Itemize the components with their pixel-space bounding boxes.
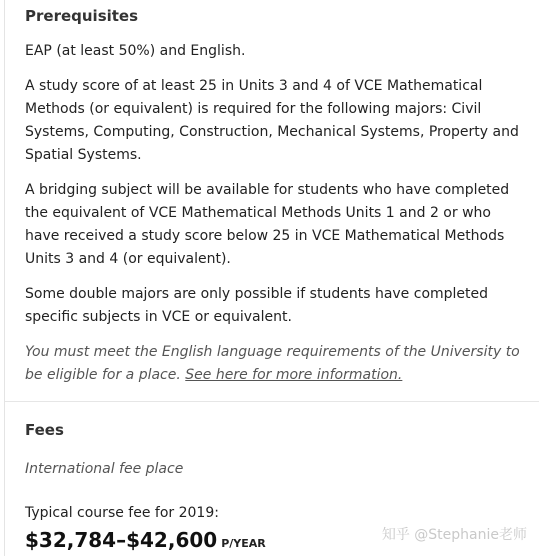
fee-unit: P/YEAR <box>221 537 266 550</box>
english-requirements-text: You must meet the English language requirements of the University to be eligible for a place. <box>25 344 520 383</box>
english-requirements-note <box>25 341 525 387</box>
fees-heading: Fees <box>25 421 64 439</box>
more-information-link[interactable]: See here for more information. <box>185 367 403 383</box>
course-info-panel <box>4 0 539 556</box>
fee-type-label: International fee place <box>25 461 184 477</box>
prerequisites-section <box>5 0 539 402</box>
typical-fee-label: Typical course fee for 2019: <box>25 505 219 521</box>
watermark: 知乎 @Stephanie老师 <box>381 527 527 543</box>
prerequisite-paragraph: A study score of at least 25 in Units 3 and 4 of VCE Mathematical Methods (or equivalent) is required for the following majors: Civil Systems, Computing, Construction, Mechanical Systems, Property and Spatial Systems. <box>25 78 519 163</box>
prerequisites-heading: Prerequisites <box>25 7 139 25</box>
prerequisite-paragraph: Some double majors are only possible if students have completed specific subjects in VCE or equivalent. <box>25 286 489 325</box>
prerequisite-paragraph: A bridging subject will be available for students who have completed the equivalent of VCE Mathematical Methods Units 1 and 2 or who have received a study score below 25 in VCE Mathematical Methods Units 3 and 4 (or equivalent). <box>25 182 510 267</box>
prerequisite-paragraph: EAP (at least 50%) and English. <box>25 43 246 59</box>
fee-amount-value: $32,784–$42,600 <box>25 528 218 552</box>
